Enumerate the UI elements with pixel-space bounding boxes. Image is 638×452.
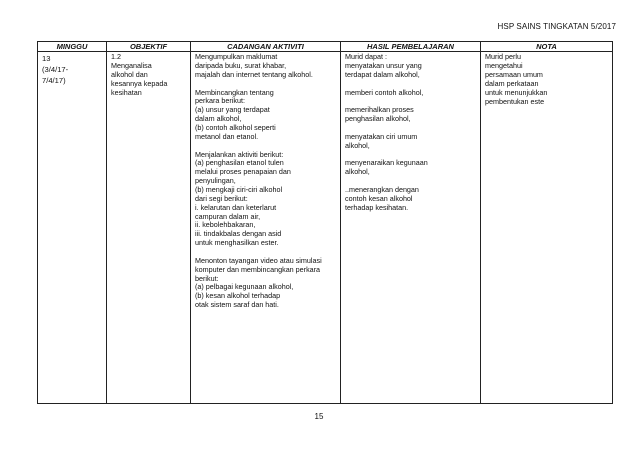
cell-text-line: 13 bbox=[42, 54, 51, 64]
cell-objektif bbox=[107, 52, 191, 404]
cell-text-line: alkohol, bbox=[345, 140, 370, 150]
cell-text-line: (3/4/17- bbox=[42, 65, 69, 75]
cell-text-line: (a) pelbagai kegunaan alkohol, bbox=[195, 282, 294, 292]
column-header-nota: NOTA bbox=[481, 42, 613, 52]
cell-text-line: Menjalankan aktiviti berikut: bbox=[195, 149, 284, 159]
cell-text-line: 1.2 bbox=[111, 52, 121, 62]
cell-text-line: dalam perkataan bbox=[485, 78, 539, 88]
cell-text-line: (b) mengkaji ciri-ciri alkohol bbox=[195, 184, 283, 194]
cell-text-line: memberi contoh alkohol, bbox=[345, 87, 424, 97]
cell-text-line: persamaan umum bbox=[485, 69, 543, 79]
cell-text-line: alkohol dan bbox=[111, 69, 148, 79]
cell-text-line: pembentukan este bbox=[485, 96, 545, 106]
cell-text-line: campuran dalam air, bbox=[195, 211, 261, 221]
cell-text-line: terhadap kesihatan. bbox=[345, 202, 409, 212]
cell-text-line: daripada buku, surat khabar, bbox=[195, 61, 287, 71]
cell-text-line: Murid perlu bbox=[485, 52, 521, 62]
cell-text-line: Membincangkan tentang bbox=[195, 87, 274, 97]
cell-text-line: dari segi berikut: bbox=[195, 193, 248, 203]
lesson-plan-table bbox=[37, 41, 613, 404]
table-row bbox=[38, 52, 613, 404]
cell-text-line: untuk menghasilkan ester. bbox=[195, 238, 279, 248]
cell-text-line: (a) unsur yang terdapat bbox=[195, 105, 270, 115]
cell-text-line: memerihalkan proses bbox=[345, 105, 414, 115]
cell-text-line: menyenaraikan kegunaan bbox=[345, 158, 428, 168]
cell-text-line: Murid dapat : bbox=[345, 52, 387, 62]
column-header-cadangan-aktiviti: CADANGAN AKTIVITI bbox=[191, 42, 341, 52]
cell-text-line: melalui proses penapaian dan bbox=[195, 167, 291, 177]
cell-text-line: terdapat dalam alkohol, bbox=[345, 69, 420, 79]
cell-text-line: (a) penghasilan etanol tulen bbox=[195, 158, 284, 168]
document-header-label: HSP SAINS TINGKATAN 5/2017 bbox=[497, 22, 616, 31]
cell-text-line: kesannya kepada bbox=[111, 78, 168, 88]
column-header-hasil-pembelajaran: HASIL PEMBELAJARAN bbox=[341, 42, 481, 52]
cell-text-line: berikut: bbox=[195, 273, 219, 283]
cell-text-line: metanol dan etanol. bbox=[195, 131, 259, 141]
cell-text-line: iii. tindakbalas dengan asid bbox=[195, 229, 282, 239]
cell-minggu bbox=[38, 52, 107, 404]
cell-text-line: perkara berikut: bbox=[195, 96, 245, 106]
cell-text-line: ii. kebolehbakaran, bbox=[195, 220, 256, 230]
column-header-objektif: OBJEKTIF bbox=[107, 42, 191, 52]
cell-text-line: majalah dan internet tentang alkohol. bbox=[195, 69, 313, 79]
cell-text-line: komputer dan membincangkan perkara bbox=[195, 264, 321, 274]
cell-text-line: penyulingan, bbox=[195, 176, 236, 186]
cell-text-line: (b) kesan alkohol terhadap bbox=[195, 291, 281, 301]
page-number: 15 bbox=[314, 412, 324, 421]
table-header-row bbox=[38, 42, 613, 52]
cell-text-line: kesihatan bbox=[111, 87, 142, 97]
cell-text-line: dalam alkohol, bbox=[195, 114, 242, 124]
cell-text-line: mengetahui bbox=[485, 61, 523, 71]
cell-text-line: Mengumpulkan maklumat bbox=[195, 52, 278, 62]
cell-text-line: untuk menunjukkan bbox=[485, 87, 548, 97]
cell-text-line: menyatakan ciri umum bbox=[345, 131, 418, 141]
cell-hasil-pembelajaran bbox=[341, 52, 481, 404]
cell-text-line: Menganalisa bbox=[111, 61, 152, 71]
cell-text-line: penghasilan alkohol, bbox=[345, 114, 411, 124]
cell-text-line: 7/4/17) bbox=[42, 76, 66, 86]
cell-text-line: alkohol, bbox=[345, 167, 370, 177]
cell-nota bbox=[481, 52, 613, 404]
cell-text-line: ..menerangkan dengan bbox=[345, 184, 419, 194]
cell-cadangan-aktiviti bbox=[191, 52, 341, 404]
cell-text-line: i. kelarutan dan keterlarut bbox=[195, 202, 277, 212]
cell-text-line: (b) contoh alkohol seperti bbox=[195, 123, 276, 133]
cell-text-line: otak sistem saraf dan hati. bbox=[195, 300, 279, 310]
column-header-minggu: MINGGU bbox=[38, 42, 107, 52]
cell-text-line: Menonton tayangan video atau simulasi bbox=[195, 255, 322, 265]
cell-text-line: contoh kesan alkohol bbox=[345, 193, 413, 203]
cell-text-line: menyatakan unsur yang bbox=[345, 61, 422, 71]
